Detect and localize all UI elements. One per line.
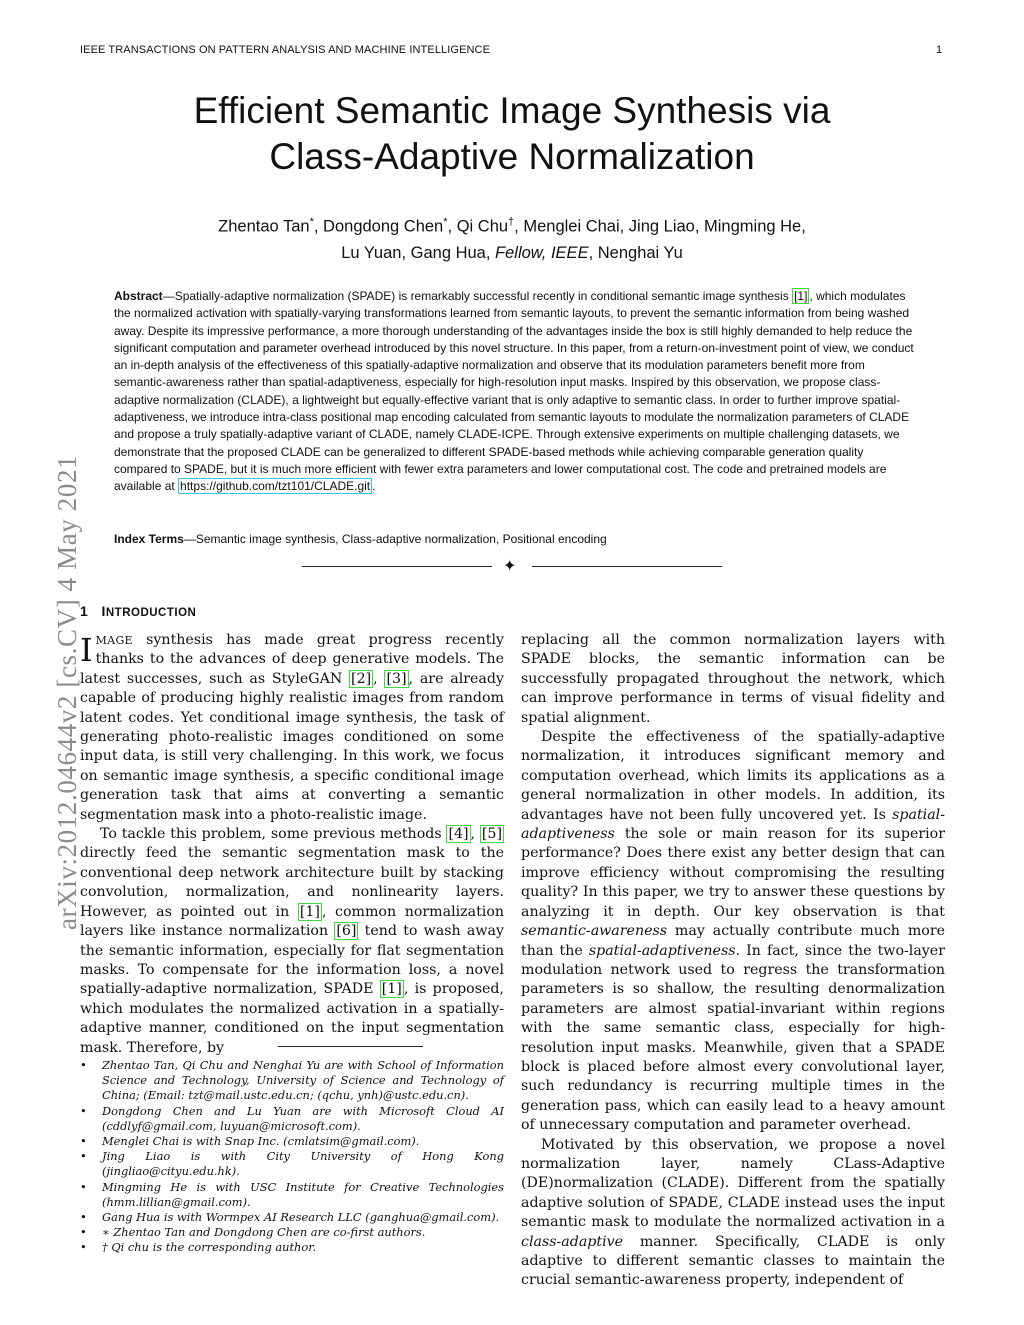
paragraph-text: synthesis has made great progress recently thanks to the advances of deep generative models. The latest successes, such as StyleGAN — [80, 632, 504, 687]
citation-link[interactable]: [4] — [448, 826, 469, 843]
footnote-item — [80, 1210, 504, 1225]
abstract — [114, 288, 914, 496]
paragraph — [521, 728, 945, 1136]
footnote-text: Dongdong Chen and Lu Yuan are with Microsoft Cloud AI (cddlyf@gmail.com, luyuan@microsoft.com). — [102, 1103, 504, 1133]
paragraph-text: , common normalization layers like instance normalization — [80, 903, 504, 940]
paragraph-text: Motivated by this observation, we propose a novel normalization layer, namely CLass-Adaptive (DE)normalization (CLADE). Different from the spatially adaptive solution of SPADE, CLADE instead uses the input semantic mask to modulate the normalized activation in a — [521, 1136, 945, 1231]
author-name: Dongdong Chen — [323, 217, 444, 236]
divider-line — [302, 566, 492, 567]
citation-link[interactable]: [6] — [336, 923, 357, 940]
paragraph-text: , — [373, 670, 385, 687]
divider-star-icon: ✦ — [503, 558, 517, 575]
paragraph — [521, 631, 945, 728]
footnote-item — [80, 1225, 504, 1240]
emphasis-text: spatial-adaptiveness — [588, 942, 736, 959]
paragraph-text: , are already capable of producing highly realistic images from random latent codes. Yet conditional image synthesis, the task of generating photo-realistic images conditioned on some input data, is still very challenging. In this work, we focus on semantic image synthesis, a specific conditional image generation task that aims at converting a semantic segmentation mask into a photo-realistic image. — [80, 670, 504, 823]
affiliation-footnotes — [80, 1058, 504, 1256]
bullet-icon: • — [80, 1210, 87, 1225]
author-names: , Menglei Chai, Jing Liao, Mingming He, — [514, 217, 806, 236]
paragraph — [521, 1136, 945, 1291]
paragraph-text: the sole or main reason for its superior performance? Does there exist any better design that can improve efficiency without compromising the resulting quality? In this paper, we try to answer these questions by analyzing it in depth. Our key observation is that — [521, 826, 945, 920]
bullet-icon: • — [80, 1149, 87, 1164]
author-name: Zhentao Tan — [218, 217, 310, 236]
author-separator: , — [447, 217, 457, 236]
footnote-item — [80, 1058, 504, 1104]
paragraph-text: directly feed the semantic segmentation mask to the conventional deep network architecture built by stacking convolution, normalization, and nonlinearity layers. However, as pointed out in — [80, 845, 504, 920]
index-terms — [114, 532, 914, 546]
abstract-text: , which modulates the normalized activation with spatially-varying transformations learned from semantic layouts, to prevent the semantic information from being washed away. Despite its impressive performance, a more thorough understanding of the advantages inside the box is still highly demanded to help reduce the significant computation and parameter overhead introduced by this novel structure. In this paper, from a return-on-investment point of view, we conduct an in-depth analysis of the effectiveness of this spatially-adaptive normalization and observe that its modulation parameters benefit more from semantic-awareness rather than spatial-adaptiveness, especially for high-resolution input masks. Inspired by this observation, we propose class-adaptive normalization (CLADE), a lightweight but equally-effective variant that is only adaptive to semantic class. In order to further improve spatial-adaptiveness, we introduce intra-class positional map encoding calculated from semantic layouts to modulate the normalization parameters of CLADE and propose a truly spatially-adaptive variant of CLADE, namely CLADE-ICPE. Through extensive experiments on multiple challenging datasets, we demonstrate that the proposed CLADE can be generalized to different SPADE-based methods while achieving comparable generation quality compared to SPADE, but it is much more efficient with fewer extra parameters and lower computational cost. The code and pretrained models are available at — [114, 289, 914, 494]
paragraph-text: tend to wash away the semantic information, especially for flat segmentation masks. To compensate for the information loss, a novel spatially-adaptive normalization, SPADE — [80, 923, 504, 998]
author-list — [80, 209, 944, 266]
footnote-text: Mingming He is with USC Institute for Creative Technologies (hmm.lillian@gmail.com). — [102, 1179, 504, 1209]
citation-link[interactable]: [3] — [386, 670, 407, 687]
footnote-item — [80, 1134, 504, 1149]
emphasis-text: semantic-awareness — [521, 923, 668, 940]
title-line-1: Efficient Semantic Image Synthesis via — [193, 90, 831, 131]
citation-link[interactable]: [2] — [351, 670, 372, 687]
paragraph-text: may actually contribute much more than the — [521, 923, 945, 959]
footnote-text: Menglei Chai is with Snap Inc. (cmlatsim@gmail.com). — [102, 1134, 420, 1149]
section-heading — [80, 603, 196, 619]
footnote-item — [80, 1104, 504, 1134]
footnote-rule — [278, 1046, 423, 1047]
paper-title — [80, 88, 944, 180]
paragraph-text: , — [470, 826, 480, 843]
author-name: Qi Chu — [456, 217, 509, 236]
author-names: , Nenghai Yu — [588, 243, 683, 262]
section-title-rest: NTRODUCTION — [105, 607, 197, 619]
left-column — [80, 631, 504, 1058]
citation-link[interactable]: [5] — [481, 826, 502, 843]
corresponding-author-mark: † — [508, 216, 515, 228]
index-terms-text: —Semantic image synthesis, Class-adaptive normalization, Positional encoding — [183, 532, 607, 546]
citation-link[interactable]: [1] — [381, 981, 402, 998]
bullet-icon: • — [80, 1103, 87, 1118]
footnote-text: † Qi chu is the corresponding author. — [102, 1240, 317, 1255]
emphasis-text: class-adaptive — [521, 1233, 624, 1250]
paragraph-text: . In fact, since the two-layer modulation network used to regress the transformation parameters is so shallow, the resulting denormalization parameters are almost spatial-invariant within regions with the same semantic class, especially for high-resolution input masks. Meanwhile, given that a SPADE block is placed before almost every convolutional layer, such redundancy is recurring multiple times in the generation pass, which can easily lead to a heavy amount of unnecessary computation and parameter overhead. — [521, 942, 945, 1134]
bullet-icon: • — [80, 1225, 87, 1240]
abstract-label: Abstract — [114, 289, 163, 303]
page-number: 1 — [936, 44, 943, 56]
equal-contribution-mark: * — [443, 216, 448, 228]
citation-link[interactable]: [1] — [794, 289, 808, 303]
footnote-text: Zhentao Tan, Qi Chu and Nenghai Yu are with School of Information Science and Technology, University of Science and Technology of China; (Email: tzt@mail.ustc.edu.cn; (qchu, ynh)@ustc.edu.cn). — [102, 1058, 504, 1103]
author-names: Lu Yuan, Gang Hua, — [341, 243, 496, 262]
emphasis-text: spatial-adaptiveness — [521, 806, 945, 843]
index-terms-label: Index Terms — [114, 532, 184, 546]
fellow-title: Fellow, IEEE — [495, 243, 589, 262]
footnote-item — [80, 1180, 504, 1210]
footnote-text: ∗ Zhentao Tan and Dongdong Chen are co-first authors. — [102, 1225, 426, 1240]
drop-cap: I — [80, 631, 93, 669]
author-line-2 — [80, 240, 944, 266]
author-separator: , — [313, 217, 324, 236]
paragraph-text: Despite the effectiveness of the spatially-adaptive normalization, it introduces significant memory and computation overhead, which limits its applications as a general normalization in other models. In addition, its advantages have not been fully uncovered yet. Is — [521, 729, 945, 823]
bullet-icon: • — [80, 1134, 87, 1149]
paragraph-text: replacing all the common normalization layers with SPADE blocks, the semantic information can be successfully propagated throughout the network, which can improve performance in terms of visual fidelity and spatial alignment. — [521, 632, 945, 726]
arxiv-identifier: arXiv:2012.04644v2 [cs.CV] 4 May 2021 — [52, 454, 82, 930]
paragraph-text: , is proposed, which modulates the normalized activation in a spatially-adaptive manner, conditioned on the input segmentation mask. Therefore, by — [80, 981, 504, 1056]
section-divider — [302, 558, 722, 576]
citation-link[interactable]: [1] — [299, 903, 320, 920]
right-column — [521, 631, 945, 1291]
running-head: IEEE TRANSACTIONS ON PATTERN ANALYSIS AND MACHINE INTELLIGENCE — [80, 44, 491, 56]
footnote-text: Jing Liao is with City University of Hong Kong (jingliao@cityu.edu.hk). — [102, 1149, 504, 1179]
footnote-item — [80, 1240, 504, 1255]
paragraph-text: manner. Specifically, CLADE is only adaptive to different semantic classes to maintain the crucial semantic-awareness property, independent of — [521, 1233, 945, 1289]
bullet-icon: • — [80, 1240, 87, 1255]
paragraph-text: To tackle this problem, some previous methods — [100, 826, 447, 843]
small-caps-word: MAGE — [95, 634, 133, 647]
bullet-icon: • — [80, 1179, 87, 1194]
section-number: 1 — [80, 603, 89, 619]
abstract-text: —Spatially-adaptive normalization (SPADE) is remarkably successful recently in conditional semantic image synthesis — [162, 289, 793, 303]
footnote-item — [80, 1149, 504, 1179]
abstract-text: . — [372, 479, 376, 494]
footnote-text: Gang Hua is with Wormpex AI Research LLC (ganghua@gmail.com). — [102, 1210, 500, 1225]
equal-contribution-mark: * — [309, 216, 314, 228]
author-line-1 — [80, 209, 944, 240]
paragraph — [80, 631, 504, 825]
bullet-icon: • — [80, 1058, 87, 1072]
title-line-2: Class-Adaptive Normalization — [269, 136, 755, 177]
code-url-link[interactable]: https://github.com/tzt101/CLADE.git — [180, 479, 371, 494]
section-title-initial: I — [101, 603, 106, 619]
paragraph — [80, 825, 504, 1058]
divider-line — [532, 566, 722, 567]
